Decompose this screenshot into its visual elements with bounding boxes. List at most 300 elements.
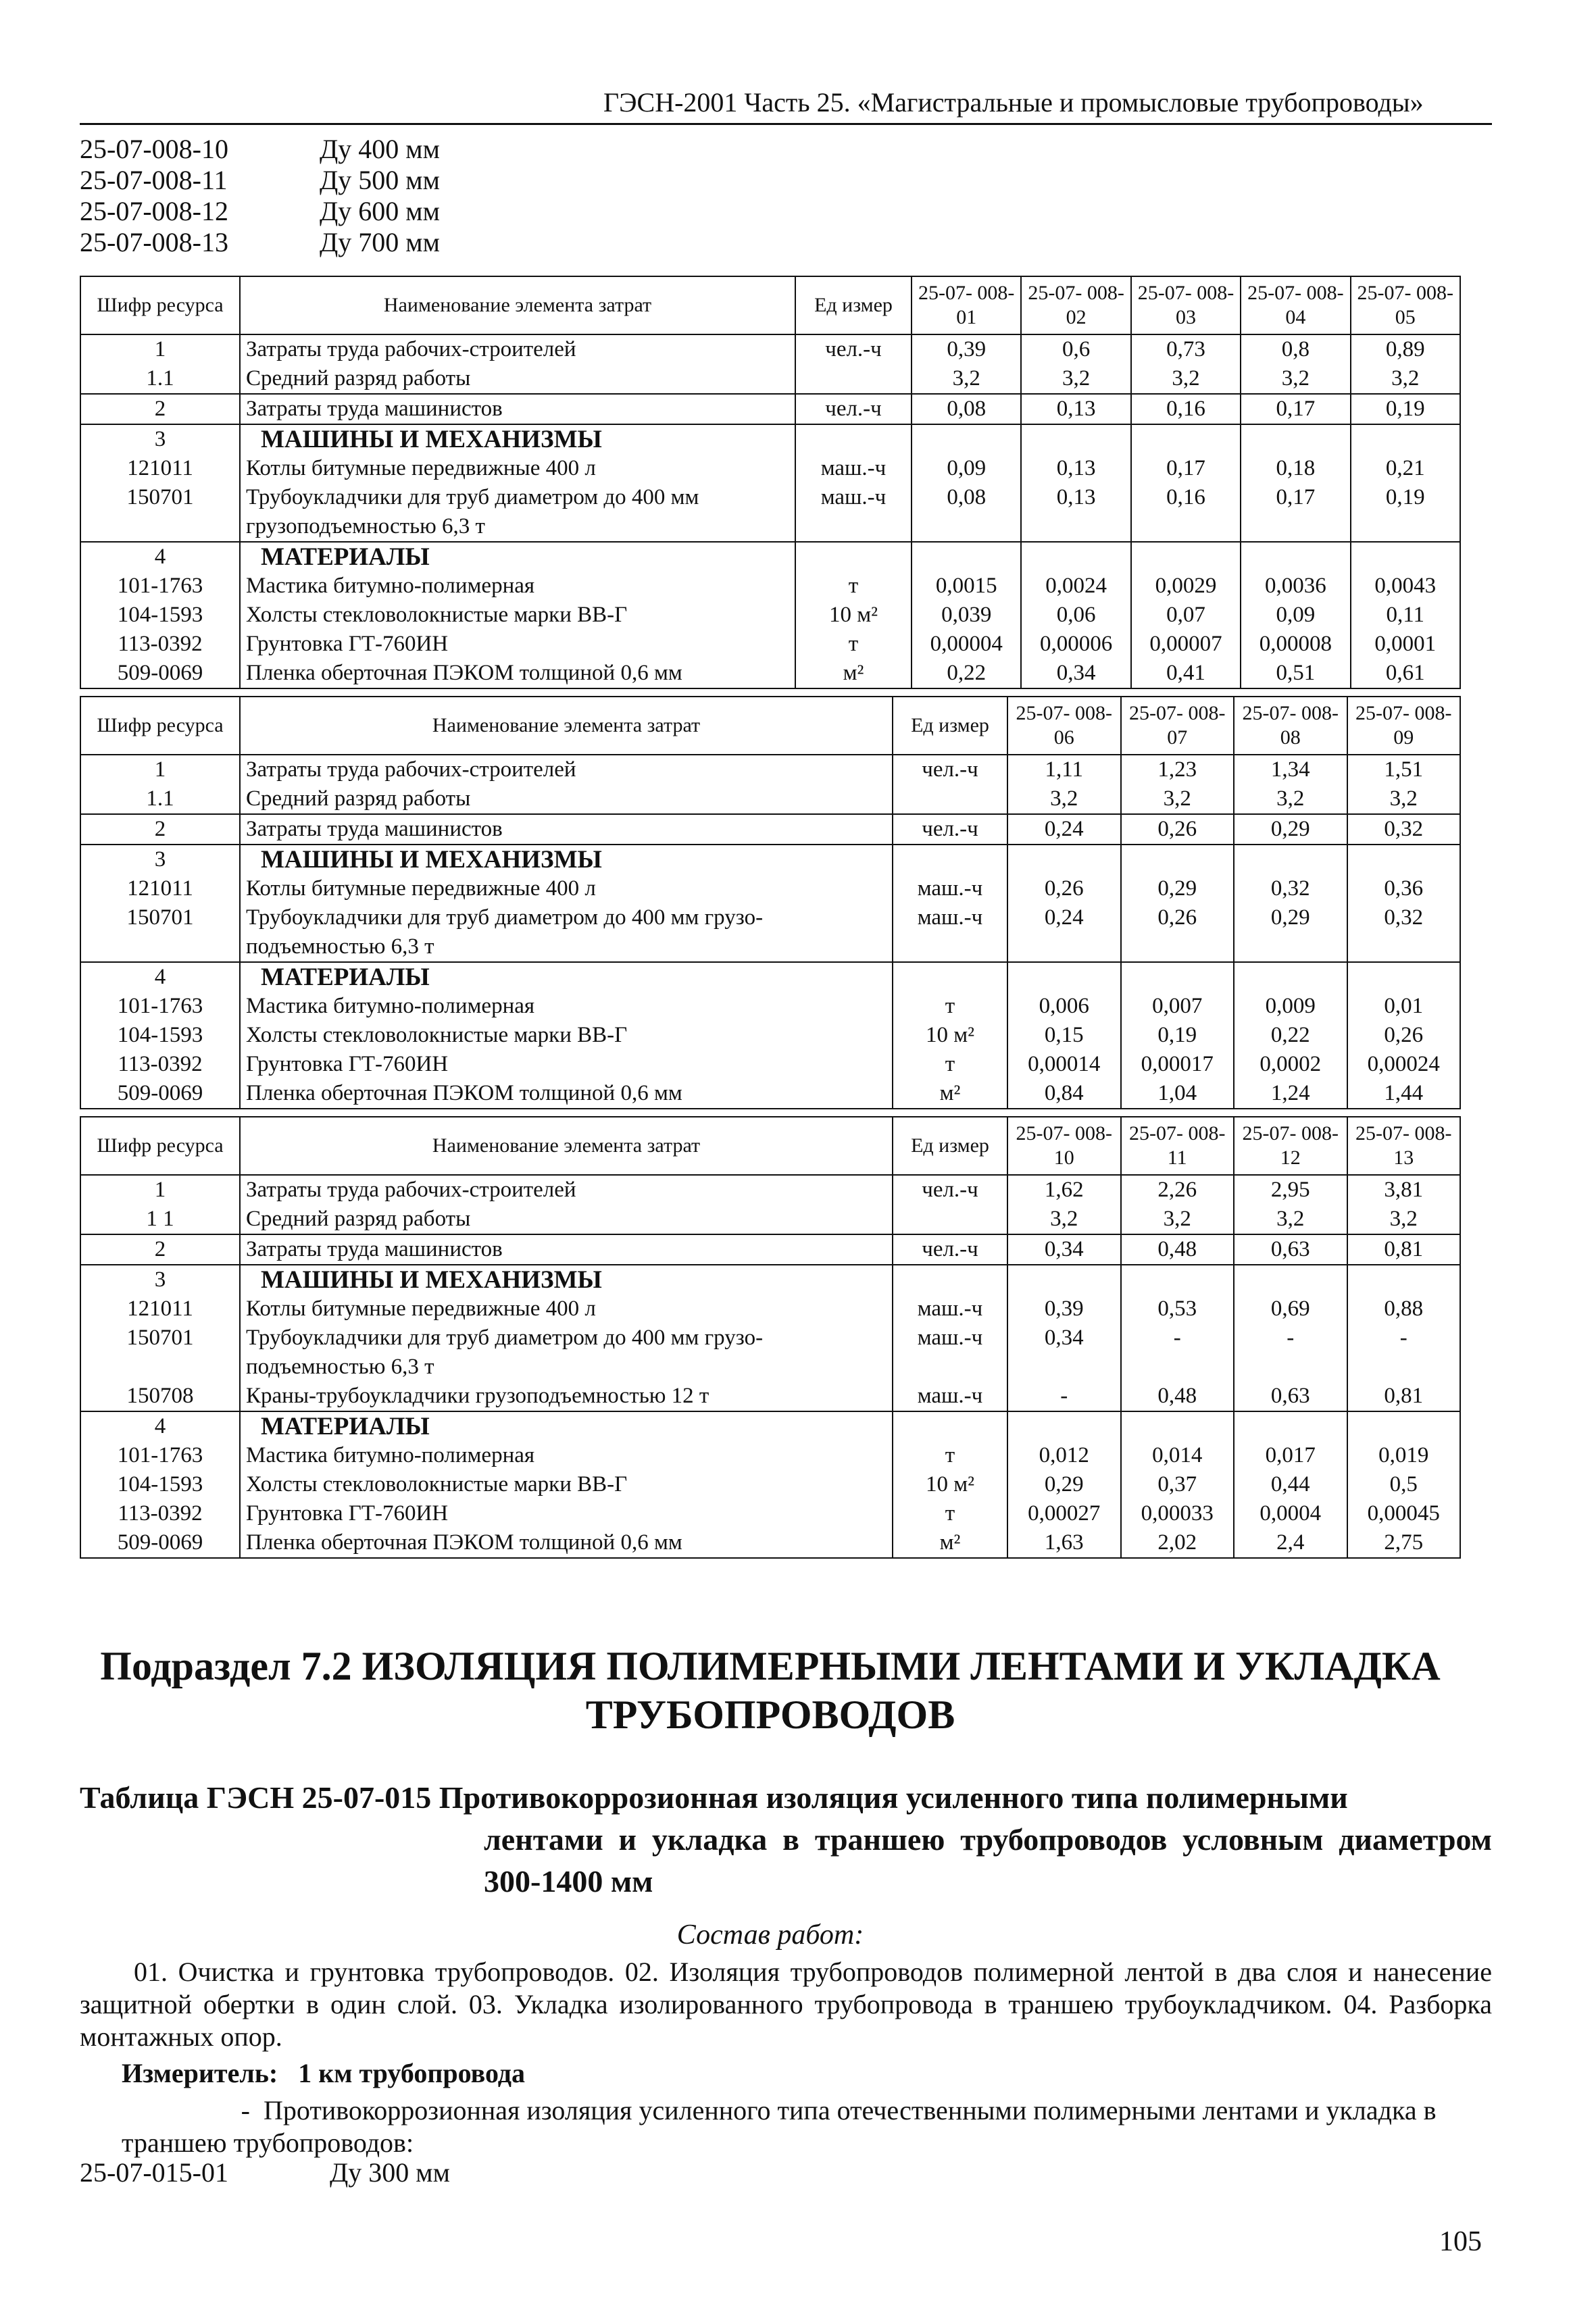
resource-name: Холсты стекловолокнистые марки ВВ-Г — [240, 601, 795, 630]
code-row — [80, 134, 440, 165]
resource-code: 2 — [80, 814, 240, 845]
unit-cell: маш.-ч — [893, 1382, 1007, 1411]
value-cell: 0,22 — [912, 659, 1021, 688]
unit-cell: т — [795, 630, 912, 659]
value-cell: 0,36 — [1347, 874, 1461, 903]
value-cell: 0,29 — [1234, 903, 1347, 962]
value-cell: 3,2 — [1241, 364, 1350, 394]
value-cell: 3,2 — [912, 364, 1021, 394]
value-cell: 0,00017 — [1121, 1050, 1235, 1079]
value-cell: 0,29 — [1007, 1470, 1121, 1499]
value-cell: 0,53 — [1121, 1294, 1235, 1324]
note-dash: - — [241, 2095, 250, 2126]
value-cell — [1021, 424, 1130, 454]
value-cell: 0,63 — [1234, 1234, 1347, 1265]
resource-code: 1 — [80, 334, 240, 364]
value-cell: 0,009 — [1234, 992, 1347, 1021]
unit-cell: чел.-ч — [795, 334, 912, 364]
resource-code: 1 1 — [80, 1205, 240, 1234]
table-row — [80, 1528, 1460, 1558]
value-cell: 0,01 — [1347, 992, 1461, 1021]
value-cell: 0,51 — [1241, 659, 1350, 688]
resource-name: Холсты стекловолокнистые марки ВВ-Г — [240, 1470, 893, 1499]
value-cell: 0,16 — [1131, 483, 1241, 542]
value-cell — [1007, 1265, 1121, 1294]
table-row — [80, 424, 1460, 454]
resource-name: Трубоукладчики для труб диаметром до 400 мм грузоподъемностью 6,3 т — [240, 483, 795, 542]
table-row — [80, 845, 1460, 874]
col-header-norm: 25-07- 008-06 — [1007, 697, 1121, 755]
col-header-norm: 25-07- 008-01 — [912, 276, 1021, 334]
value-cell: 0,039 — [912, 601, 1021, 630]
value-cell: 0,09 — [912, 454, 1021, 483]
value-cell: 0,32 — [1347, 903, 1461, 962]
resource-code: 121011 — [80, 454, 240, 483]
code-row — [80, 2157, 450, 2188]
value-cell: 0,18 — [1241, 454, 1350, 483]
value-cell: 0,00004 — [912, 630, 1021, 659]
col-header-code: Шифр ресурса — [80, 697, 240, 755]
value-cell: 0,69 — [1234, 1294, 1347, 1324]
col-header-norm: 25-07- 008-08 — [1234, 697, 1347, 755]
value-cell — [1347, 845, 1461, 874]
value-cell: 0,26 — [1121, 814, 1235, 845]
subsection-title — [80, 1642, 1461, 1739]
value-cell: 2,4 — [1234, 1528, 1347, 1558]
resource-code: 3 — [80, 845, 240, 874]
value-cell: 0,63 — [1234, 1382, 1347, 1411]
value-cell: 0,48 — [1121, 1234, 1235, 1265]
unit-cell: маш.-ч — [893, 1294, 1007, 1324]
resource-code: 121011 — [80, 1294, 240, 1324]
code-label: Ду 400 мм — [320, 134, 440, 164]
value-cell — [1347, 1265, 1461, 1294]
unit-cell: 10 м² — [893, 1470, 1007, 1499]
value-cell: 0,09 — [1241, 601, 1350, 630]
works-description: 01. Очистка и грунтовка трубопроводов. 02. Изоляция трубопроводов полимерной лентой в два слоя и нанесение защитной обертки в один слой. 03. Укладка изолированного трубопровода в траншею трубоукладчиком. 04. Разборка монтажных опор. — [80, 1957, 1492, 2052]
value-cell — [912, 424, 1021, 454]
unit-cell — [795, 364, 912, 394]
resource-name: Трубоукладчики для труб диаметром до 400 мм грузо-подъемностью 6,3 т — [240, 1324, 893, 1382]
unit-cell — [893, 845, 1007, 874]
resource-name: Трубоукладчики для труб диаметром до 400 мм грузо-подъемностью 6,3 т — [240, 903, 893, 962]
resource-name: Мастика битумно-полимерная — [240, 1441, 893, 1470]
value-cell: 0,81 — [1347, 1234, 1461, 1265]
value-cell — [1131, 542, 1241, 572]
resource-name: Пленка оберточная ПЭКОМ толщиной 0,6 мм — [240, 1528, 893, 1558]
table-row — [80, 755, 1460, 784]
resource-code: 1 — [80, 755, 240, 784]
col-header-norm: 25-07- 008-11 — [1121, 1117, 1235, 1175]
section-heading: МАШИНЫ И МЕХАНИЗМЫ — [240, 1265, 893, 1294]
value-cell — [1121, 1411, 1235, 1441]
unit-cell: т — [893, 992, 1007, 1021]
value-cell: 0,0036 — [1241, 572, 1350, 601]
table-row — [80, 364, 1460, 394]
value-cell: 0,24 — [1007, 903, 1121, 962]
unit-cell: маш.-ч — [893, 903, 1007, 962]
resource-code: 4 — [80, 1411, 240, 1441]
table-row — [80, 874, 1460, 903]
table-row — [80, 334, 1460, 364]
unit-cell: 10 м² — [893, 1021, 1007, 1050]
code-row — [80, 227, 440, 258]
value-cell: 0,06 — [1021, 601, 1130, 630]
col-header-unit: Ед измер — [893, 697, 1007, 755]
value-cell: 0,017 — [1234, 1441, 1347, 1470]
value-cell: 0,61 — [1351, 659, 1460, 688]
resource-name: Средний разряд работы — [240, 784, 893, 814]
value-cell: 0,00045 — [1347, 1499, 1461, 1528]
value-cell: 0,34 — [1007, 1234, 1121, 1265]
resource-code: 150708 — [80, 1382, 240, 1411]
value-cell: 0,00014 — [1007, 1050, 1121, 1079]
value-cell: 0,26 — [1347, 1021, 1461, 1050]
table-row — [80, 630, 1460, 659]
resource-name: Котлы битумные передвижные 400 л — [240, 874, 893, 903]
resource-name: Краны-трубоукладчики грузоподъемностью 12 т — [240, 1382, 893, 1411]
table-row — [80, 1324, 1460, 1382]
value-cell: 0,26 — [1007, 874, 1121, 903]
col-header-norm: 25-07- 008-10 — [1007, 1117, 1121, 1175]
code: 25-07-008-13 — [80, 227, 228, 257]
unit-cell: м² — [795, 659, 912, 688]
value-cell: 0,00006 — [1021, 630, 1130, 659]
value-cell: 0,00024 — [1347, 1050, 1461, 1079]
value-cell: 0,012 — [1007, 1441, 1121, 1470]
resource-name: Затраты труда машинистов — [240, 814, 893, 845]
unit-cell: чел.-ч — [795, 394, 912, 424]
table-row — [80, 659, 1460, 688]
table-header-row — [80, 276, 1460, 334]
value-cell: 0,0024 — [1021, 572, 1130, 601]
table-row — [80, 1079, 1460, 1109]
subsection-title-line1: Подраздел 7.2 ИЗОЛЯЦИЯ ПОЛИМЕРНЫМИ ЛЕНТАМИ И УКЛАДКА — [100, 1644, 1441, 1688]
unit-cell — [893, 1265, 1007, 1294]
resource-code: 3 — [80, 424, 240, 454]
value-cell: 0,24 — [1007, 814, 1121, 845]
code: 25-07-008-10 — [80, 134, 228, 164]
value-cell: 0,19 — [1351, 483, 1460, 542]
value-cell — [1241, 424, 1350, 454]
col-header-name: Наименование элемента затрат — [240, 697, 893, 755]
resource-name: Затраты труда рабочих-строителей — [240, 1175, 893, 1205]
value-cell — [912, 542, 1021, 572]
table-row — [80, 962, 1460, 992]
value-cell: 0,0029 — [1131, 572, 1241, 601]
value-cell — [1007, 962, 1121, 992]
value-cell: 0,00007 — [1131, 630, 1241, 659]
value-cell: 0,17 — [1241, 394, 1350, 424]
value-cell: 0,13 — [1021, 454, 1130, 483]
value-cell: 0,13 — [1021, 483, 1130, 542]
value-cell: 0,8 — [1241, 334, 1350, 364]
value-cell: 0,37 — [1121, 1470, 1235, 1499]
resource-name: Пленка оберточная ПЭКОМ толщиной 0,6 мм — [240, 659, 795, 688]
value-cell: 0,6 — [1021, 334, 1130, 364]
resource-code: 101-1763 — [80, 992, 240, 1021]
value-cell — [1347, 962, 1461, 992]
value-cell: 0,014 — [1121, 1441, 1235, 1470]
table-row — [80, 1050, 1460, 1079]
resource-name: Затраты труда рабочих-строителей — [240, 755, 893, 784]
col-header-norm: 25-07- 008-02 — [1021, 276, 1130, 334]
resource-code: 104-1593 — [80, 1021, 240, 1050]
unit-cell: м² — [893, 1528, 1007, 1558]
col-header-unit: Ед измер — [795, 276, 912, 334]
value-cell: 0,89 — [1351, 334, 1460, 364]
value-cell: 0,29 — [1234, 814, 1347, 845]
resource-code: 113-0392 — [80, 1499, 240, 1528]
code: 25-07-008-11 — [80, 165, 228, 195]
unit-cell: м² — [893, 1079, 1007, 1109]
value-cell — [1234, 962, 1347, 992]
unit-cell — [893, 1411, 1007, 1441]
table-header-row — [80, 697, 1460, 755]
value-cell — [1121, 1265, 1235, 1294]
value-cell: 0,34 — [1007, 1324, 1121, 1382]
value-cell: 0,00033 — [1121, 1499, 1235, 1528]
resource-code: 1.1 — [80, 784, 240, 814]
value-cell: 0,0015 — [912, 572, 1021, 601]
resource-code: 1.1 — [80, 364, 240, 394]
value-cell: 0,17 — [1241, 483, 1350, 542]
value-cell: 0,0002 — [1234, 1050, 1347, 1079]
resource-table-3 — [80, 1116, 1461, 1559]
value-cell: 0,73 — [1131, 334, 1241, 364]
value-cell — [1007, 845, 1121, 874]
value-cell: 2,75 — [1347, 1528, 1461, 1558]
resource-code: 2 — [80, 1234, 240, 1265]
resource-code: 1 — [80, 1175, 240, 1205]
header-rule — [80, 123, 1492, 125]
value-cell: 1,51 — [1347, 755, 1461, 784]
value-cell: 3,2 — [1347, 1205, 1461, 1234]
value-cell — [1021, 542, 1130, 572]
value-cell: - — [1121, 1324, 1235, 1382]
value-cell: 1,44 — [1347, 1079, 1461, 1109]
resource-code: 113-0392 — [80, 1050, 240, 1079]
resource-code: 509-0069 — [80, 1528, 240, 1558]
code: 25-07-015-01 — [80, 2157, 228, 2188]
code: 25-07-008-12 — [80, 196, 228, 226]
code-label: Ду 700 мм — [320, 227, 440, 257]
value-cell: 0,84 — [1007, 1079, 1121, 1109]
value-cell: - — [1007, 1382, 1121, 1411]
unit-cell: маш.-ч — [893, 874, 1007, 903]
value-cell: 1,23 — [1121, 755, 1235, 784]
col-header-name: Наименование элемента затрат — [240, 1117, 893, 1175]
value-cell — [1351, 424, 1460, 454]
value-cell — [1234, 1265, 1347, 1294]
table-row — [80, 784, 1460, 814]
running-header: ГЭСН-2001 Часть 25. «Магистральные и промысловые трубопроводы» — [603, 87, 1424, 118]
resource-name: Грунтовка ГТ-760ИН — [240, 1050, 893, 1079]
value-cell: 0,11 — [1351, 601, 1460, 630]
value-cell: 0,006 — [1007, 992, 1121, 1021]
value-cell: 3,2 — [1347, 784, 1461, 814]
col-header-code: Шифр ресурса — [80, 1117, 240, 1175]
value-cell: 3,2 — [1121, 1205, 1235, 1234]
resource-code: 113-0392 — [80, 630, 240, 659]
unit-cell: т — [893, 1050, 1007, 1079]
value-cell: 3,2 — [1234, 1205, 1347, 1234]
table-row — [80, 542, 1460, 572]
value-cell: 0,29 — [1121, 874, 1235, 903]
value-cell: 0,34 — [1021, 659, 1130, 688]
value-cell: 3,2 — [1007, 1205, 1121, 1234]
value-cell: 3,2 — [1234, 784, 1347, 814]
value-cell: 0,0004 — [1234, 1499, 1347, 1528]
value-cell: 0,07 — [1131, 601, 1241, 630]
resource-name: Грунтовка ГТ-760ИН — [240, 630, 795, 659]
table-row — [80, 454, 1460, 483]
value-cell: 0,007 — [1121, 992, 1235, 1021]
value-cell: 0,15 — [1007, 1021, 1121, 1050]
unit-cell: чел.-ч — [893, 1234, 1007, 1265]
code-label: Ду 300 мм — [330, 2157, 450, 2188]
table-row — [80, 1205, 1460, 1234]
value-cell — [1234, 1411, 1347, 1441]
value-cell: 0,019 — [1347, 1441, 1461, 1470]
value-cell: 0,44 — [1234, 1470, 1347, 1499]
value-cell: 1,63 — [1007, 1528, 1121, 1558]
value-cell — [1121, 962, 1235, 992]
note-text: Противокоррозионная изоляция усиленного типа отечественными полимерными лентами и укладка в траншею трубопроводов: — [122, 2095, 1437, 2158]
table-row — [80, 1021, 1460, 1050]
value-cell: 0,0001 — [1351, 630, 1460, 659]
page-number: 105 — [1439, 2226, 1482, 2257]
col-header-norm: 25-07- 008-04 — [1241, 276, 1350, 334]
section-heading: МАТЕРИАЛЫ — [240, 542, 795, 572]
value-cell — [1351, 542, 1460, 572]
unit-cell: т — [795, 572, 912, 601]
unit-cell: маш.-ч — [795, 454, 912, 483]
subsection-title-line2: ТРУБОПРОВОДОВ — [585, 1692, 955, 1737]
table-row — [80, 903, 1460, 962]
table-row — [80, 1411, 1460, 1441]
value-cell: 0,00027 — [1007, 1499, 1121, 1528]
table-row — [80, 992, 1460, 1021]
resource-name: Средний разряд работы — [240, 1205, 893, 1234]
code-row — [80, 165, 440, 196]
resource-table-1 — [80, 276, 1461, 689]
unit-cell: чел.-ч — [893, 1175, 1007, 1205]
resource-name: Грунтовка ГТ-760ИН — [240, 1499, 893, 1528]
value-cell: 0,08 — [912, 483, 1021, 542]
note — [122, 2094, 1493, 2159]
code-label: Ду 600 мм — [320, 196, 440, 226]
col-header-unit: Ед измер — [893, 1117, 1007, 1175]
value-cell — [1131, 424, 1241, 454]
resource-code: 2 — [80, 394, 240, 424]
value-cell: 0,0043 — [1351, 572, 1460, 601]
value-cell: 0,26 — [1121, 903, 1235, 962]
unit-cell — [795, 542, 912, 572]
value-cell: 3,2 — [1131, 364, 1241, 394]
resource-code: 4 — [80, 542, 240, 572]
value-cell: 1,24 — [1234, 1079, 1347, 1109]
section-heading: МАТЕРИАЛЫ — [240, 962, 893, 992]
value-cell: 0,41 — [1131, 659, 1241, 688]
unit-cell — [893, 1205, 1007, 1234]
value-cell: 1,04 — [1121, 1079, 1235, 1109]
col-header-norm: 25-07- 008-05 — [1351, 276, 1460, 334]
section-heading: МАШИНЫ И МЕХАНИЗМЫ — [240, 845, 893, 874]
value-cell: 0,48 — [1121, 1382, 1235, 1411]
unit-cell: чел.-ч — [893, 755, 1007, 784]
value-cell: 0,21 — [1351, 454, 1460, 483]
value-cell: 3,2 — [1351, 364, 1460, 394]
resource-name: Затраты труда машинистов — [240, 1234, 893, 1265]
section-heading: МАШИНЫ И МЕХАНИЗМЫ — [240, 424, 795, 454]
resource-name: Холсты стекловолокнистые марки ВВ-Г — [240, 1021, 893, 1050]
value-cell — [1347, 1411, 1461, 1441]
resource-name: Котлы битумные передвижные 400 л — [240, 1294, 893, 1324]
value-cell: 1,11 — [1007, 755, 1121, 784]
resource-code: 150701 — [80, 483, 240, 542]
resource-code: 101-1763 — [80, 1441, 240, 1470]
resource-code: 101-1763 — [80, 572, 240, 601]
resource-code: 150701 — [80, 903, 240, 962]
unit-cell: т — [893, 1441, 1007, 1470]
code-row — [80, 196, 440, 227]
value-cell: 2,02 — [1121, 1528, 1235, 1558]
value-cell: 0,17 — [1131, 454, 1241, 483]
resource-name: Мастика битумно-полимерная — [240, 572, 795, 601]
value-cell: 3,2 — [1007, 784, 1121, 814]
resource-code: 509-0069 — [80, 1079, 240, 1109]
value-cell: 0,81 — [1347, 1382, 1461, 1411]
value-cell: 0,88 — [1347, 1294, 1461, 1324]
value-cell: 0,39 — [1007, 1294, 1121, 1324]
col-header-norm: 25-07- 008-12 — [1234, 1117, 1347, 1175]
value-cell: 0,32 — [1347, 814, 1461, 845]
value-cell: 3,2 — [1021, 364, 1130, 394]
col-header-name: Наименование элемента затрат — [240, 276, 795, 334]
unit-cell — [893, 962, 1007, 992]
resource-code: 4 — [80, 962, 240, 992]
resource-code: 509-0069 — [80, 659, 240, 688]
table-row — [80, 1175, 1460, 1205]
value-cell: 3,2 — [1121, 784, 1235, 814]
table-row — [80, 1382, 1460, 1411]
resource-code: 150701 — [80, 1324, 240, 1382]
meter-line — [122, 2057, 525, 2089]
resource-name: Затраты труда машинистов — [240, 394, 795, 424]
table-row — [80, 1470, 1460, 1499]
unit-cell — [893, 784, 1007, 814]
value-cell: 3,81 — [1347, 1175, 1461, 1205]
col-header-norm: 25-07- 008-13 — [1347, 1117, 1461, 1175]
table-row — [80, 601, 1460, 630]
table-row — [80, 1441, 1460, 1470]
composition-label: Состав работ: — [676, 1919, 864, 1951]
unit-cell: т — [893, 1499, 1007, 1528]
table-row — [80, 572, 1460, 601]
value-cell: 0,32 — [1234, 874, 1347, 903]
table-row — [80, 1234, 1460, 1265]
unit-cell — [795, 424, 912, 454]
table-title-line1: Таблица ГЭСН 25-07-015 Противокоррозионная изоляция усиленного типа полимерными — [80, 1780, 1348, 1815]
table-row — [80, 1265, 1460, 1294]
value-cell: 2,95 — [1234, 1175, 1347, 1205]
table-title-rest: лентами и укладка в траншею трубопроводов условным диаметром 300-1400 мм — [484, 1822, 1492, 1898]
resource-table-2 — [80, 696, 1461, 1109]
meter-label: Измеритель: — [122, 2058, 278, 2088]
table-row — [80, 394, 1460, 424]
resource-code: 104-1593 — [80, 601, 240, 630]
